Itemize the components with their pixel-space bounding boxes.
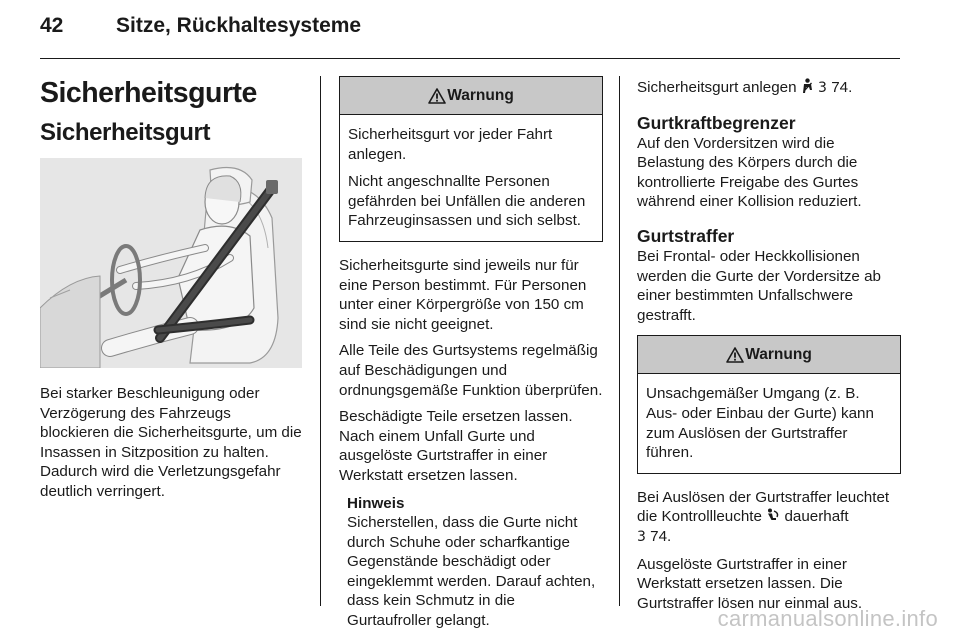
section-heading: Sicherheitsgurte: [40, 77, 257, 109]
warning-header: [340, 77, 602, 115]
warning-text: Unsachgemäßer Umgang (z. B. Aus- oder Einbau der Gurte) kann zum Auslösen der Gurtstraffer führen.: [646, 385, 874, 462]
paragraph: Bei Frontal- oder Heckkollisionen werden die Gurte der Vordersitze ab einer bestimmten Unfallschwere gestrafft.: [637, 247, 881, 324]
paragraph: Sicherheitsgurte sind jeweils nur für eine Person bestimmt. Für Personen unter einer Körpergröße von 150 cm sind sie nicht geeignet.: [339, 256, 587, 333]
warning-header: [638, 336, 900, 374]
paragraph: Ausgelöste Gurtstraffer in einer Werkstatt ersetzen lassen. Die Gurtstraffer lösen nur einmal aus.: [637, 555, 863, 612]
paragraph-anlegen: [637, 78, 901, 99]
page-reference-icon: 3: [637, 528, 646, 545]
warning-box: [637, 335, 901, 473]
warning-label: Warnung: [745, 346, 812, 364]
seatbelt-illustration: [40, 158, 302, 368]
paragraph: Bei starker Beschleunigung oder Verzögerung des Fahrzeugs blockieren die Sicherheitsgurte, um die Insassen in Sitzposition zu halten. Dadurch wird die Verletzungsgefahr deutlich verringert.: [40, 385, 302, 500]
warning-text: Sicherheitsgurt vor jeder Fahrt anlegen.: [348, 126, 553, 163]
note-title: Hinweis: [347, 494, 405, 512]
column-2: [339, 70, 603, 631]
subsection-heading: Gurtstraffer: [637, 225, 735, 246]
column-divider: [320, 76, 321, 606]
warning-label: Warnung: [447, 86, 514, 104]
page-reference: 74.: [650, 527, 672, 545]
paragraph-text: Sicherheitsgurt anlegen: [637, 79, 797, 96]
running-title: Sitze, Rückhaltesysteme: [116, 14, 362, 37]
column-1: [40, 70, 304, 509]
note-block: [339, 494, 603, 631]
column-divider: [619, 76, 620, 606]
seatbelt-person-icon: [801, 79, 814, 96]
paragraph: Auf den Vordersitzen wird die Belastung des Körpers durch die kontrollierte Freigabe des Gurtes während einer Kollision reduziert.: [637, 134, 862, 211]
header-rule: [40, 58, 900, 59]
warning-text: Nicht angeschnallte Personen gefährden bei Unfällen die anderen Fahrzeuginsassen und sich selbst.: [348, 173, 586, 230]
paragraph: Alle Teile des Gurtsystems regelmäßig auf Beschädigungen und ordnungsgemäße Funktion überprüfen.: [339, 342, 603, 399]
page-reference: 74.: [831, 79, 853, 96]
page-reference-icon: 3: [818, 80, 827, 96]
warning-box: [339, 76, 603, 242]
paragraph-text: Bei Auslösen der Gurtstraffer leuchtet die Kontrollleuchte: [637, 488, 890, 526]
subsection-heading: Gurtkraftbegrenzer: [637, 112, 796, 133]
paragraph-text: dauerhaft: [784, 508, 849, 526]
subsection-heading: Sicherheitsgurt: [40, 119, 211, 146]
column-3: [637, 70, 901, 620]
paragraph: Beschädigte Teile ersetzen lassen. Nach einem Unfall Gurte und ausgelöste Gurtstraffer in einer Werkstatt ersetzen lassen.: [339, 408, 573, 484]
airbag-warning-light-icon: [766, 508, 780, 525]
note-text: Sicherstellen, dass die Gurte nicht durch Schuhe oder scharfkantige Gegenstände beschädigt oder eingeklemmt werden. Darauf achten, dass kein Schmutz in die Gurtaufroller gelangt.: [347, 514, 596, 630]
warning-triangle-icon: [726, 347, 744, 363]
page-number: 42: [40, 14, 64, 37]
warning-triangle-icon: [428, 88, 446, 104]
paragraph-leuchte: [637, 488, 901, 548]
watermark: carmanualsonline.info: [717, 606, 938, 631]
